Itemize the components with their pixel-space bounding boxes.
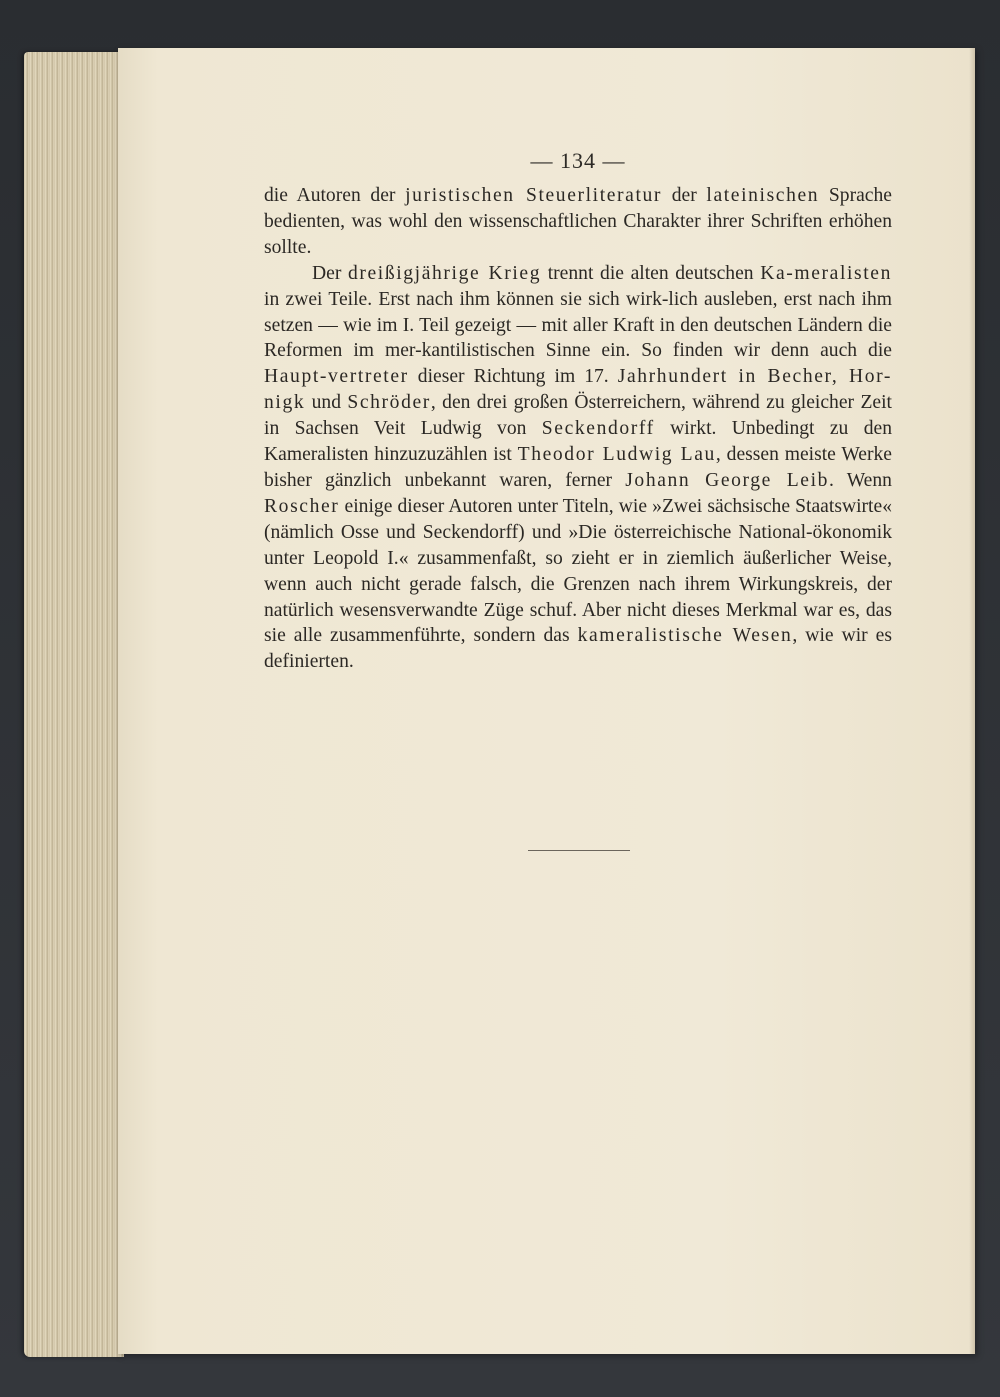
- text-run: in zwei Teile. Erst nach ihm können sie sich wirk-lich ausleben, erst nach ihm setzen — wie im I. Teil gezeigt — mit aller Kraft in den deutschen Ländern die Reformen im mer-kantilistischen Sinne ein. So finden wir denn auch die: [264, 288, 892, 362]
- spaced-emphasis-text: Roscher: [264, 495, 340, 517]
- spaced-emphasis-text: kameralistische Wesen: [577, 625, 793, 647]
- text-run: , den drei großen Österreichern, während zu gleicher Zeit in Sachsen Veit Ludwig von: [264, 392, 892, 440]
- spaced-emphasis-text: lateinischen: [706, 185, 820, 206]
- text-run: dieser Richtung im 17.: [408, 366, 618, 388]
- book-page: [118, 48, 975, 1354]
- text-run: die Autoren der: [264, 185, 406, 206]
- text-run: wirkt. Unbedingt zu den Kameralisten hinzuzuzählen ist: [264, 418, 892, 466]
- spaced-emphasis-text: dreißigjährige Krieg: [347, 262, 542, 284]
- text-run: der: [662, 185, 707, 206]
- spaced-emphasis-text: Theodor Ludwig Lau: [517, 444, 716, 466]
- text-run: trennt die alten deutschen: [541, 262, 761, 284]
- paragraph: [264, 183, 892, 261]
- spaced-emphasis-text: juristischen Steuerliteratur: [405, 185, 663, 206]
- spaced-emphasis-text: Jahrhundert in Becher, Hor-nigk: [264, 366, 892, 414]
- text-run: Der: [312, 262, 348, 284]
- text-run: und: [305, 392, 348, 414]
- spaced-emphasis-text: Schröder: [347, 392, 431, 414]
- text-run: Sprache bedienten, was wohl den wissenschaftlichen Charakter ihrer Schriften erhöhen sollte.: [264, 185, 892, 258]
- text-run: , wie wir es definierten.: [264, 625, 892, 673]
- book-page-edges: [24, 52, 124, 1357]
- text-run: , dessen meiste Werke bisher gänzlich unbekannt waren, ferner: [264, 444, 893, 491]
- section-end-rule: [528, 850, 630, 851]
- spaced-emphasis-text: Haupt-vertreter: [264, 366, 409, 388]
- spaced-emphasis-text: Seckendorff: [541, 418, 655, 440]
- paragraph: [264, 261, 892, 676]
- text-run: . Wenn: [829, 469, 892, 491]
- spaced-emphasis-text: Ka-meralisten: [760, 262, 892, 284]
- spaced-emphasis-text: Johann George Leib: [625, 469, 830, 491]
- text-run: einige dieser Autoren unter Titeln, wie »Zwei sächsische Staatswirte« (nämlich Osse und Seckendorff) und »Die österreichische National-ökonomik unter Leopold I.« zusammenfaßt, so zieht er in ziemlich äußerlicher Weise, wenn auch nicht gerade falsch, die Grenzen nach ihrem Wirkungskreis, der natürlich wesensverwandte Züge schuf. Aber nicht dieses Merkmal war es, das sie alle zusammenführte, sondern das: [264, 495, 892, 647]
- body-text: [264, 183, 892, 675]
- page-number: — 134 —: [530, 148, 626, 173]
